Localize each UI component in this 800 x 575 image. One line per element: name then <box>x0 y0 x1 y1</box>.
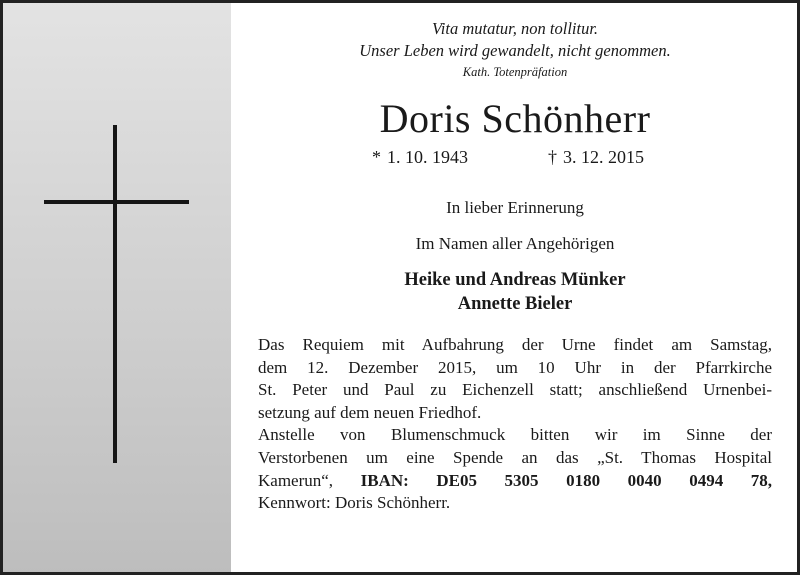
frame-left-border <box>0 0 3 575</box>
memory-text: In lieber Erinnerung <box>446 198 584 217</box>
motto-source: Kath. Totenpräfation <box>462 65 568 79</box>
death-date: 3. 12. 2015 <box>563 147 644 167</box>
donation-iban-line <box>258 470 772 493</box>
frame-top-border <box>0 0 800 3</box>
motto-latin: Vita mutatur, non tollitur. <box>431 19 599 38</box>
requiem-line: setzung auf dem neuen Friedhof. <box>258 402 482 422</box>
requiem-line: dem 12. Dezember 2015, um 10 Uhr in der Pfarrkirche <box>258 357 772 377</box>
donation-line: Anstelle von Blumenschmuck bitten wir im Sinne der <box>258 425 772 445</box>
birth-star-icon: * <box>372 147 381 167</box>
mourner-name: Annette Bieler <box>457 294 573 314</box>
cross-icon-vertical-bar <box>113 125 117 463</box>
requiem-line: Das Requiem mit Aufbahrung der Urne findet am Samstag, <box>258 335 772 354</box>
cross-icon-horizontal-bar <box>44 200 189 204</box>
birth-date: 1. 10. 1943 <box>387 147 468 167</box>
kennwort-line: Kennwort: Doris Schönherr. <box>258 493 451 513</box>
behalf-text: Im Namen aller Angehörigen <box>415 234 615 253</box>
notice-content <box>258 18 772 515</box>
mourner-name: Heike und Andreas Münker <box>404 270 626 290</box>
deceased-name: Doris Schönherr <box>379 96 651 141</box>
service-announcement <box>258 334 772 515</box>
requiem-line: St. Peter und Paul zu Eichenzell statt; anschließend Urnenbei- <box>258 380 772 400</box>
birth-date-group <box>372 145 468 169</box>
iban-label: IBAN: <box>360 470 409 490</box>
death-dagger-icon: † <box>548 147 557 167</box>
mourners-list <box>258 268 772 316</box>
death-date-group <box>548 145 644 169</box>
life-dates <box>258 145 772 169</box>
iban-value: DE05 5305 0180 0040 0494 78, <box>436 470 773 490</box>
donation-kamerun: Kamerun“, <box>258 470 334 490</box>
motto-german: Unser Leben wird gewandelt, nicht genommen. <box>359 41 671 60</box>
donation-line: Verstorbenen um eine Spende an das „St. Thomas Hospital <box>258 447 772 467</box>
